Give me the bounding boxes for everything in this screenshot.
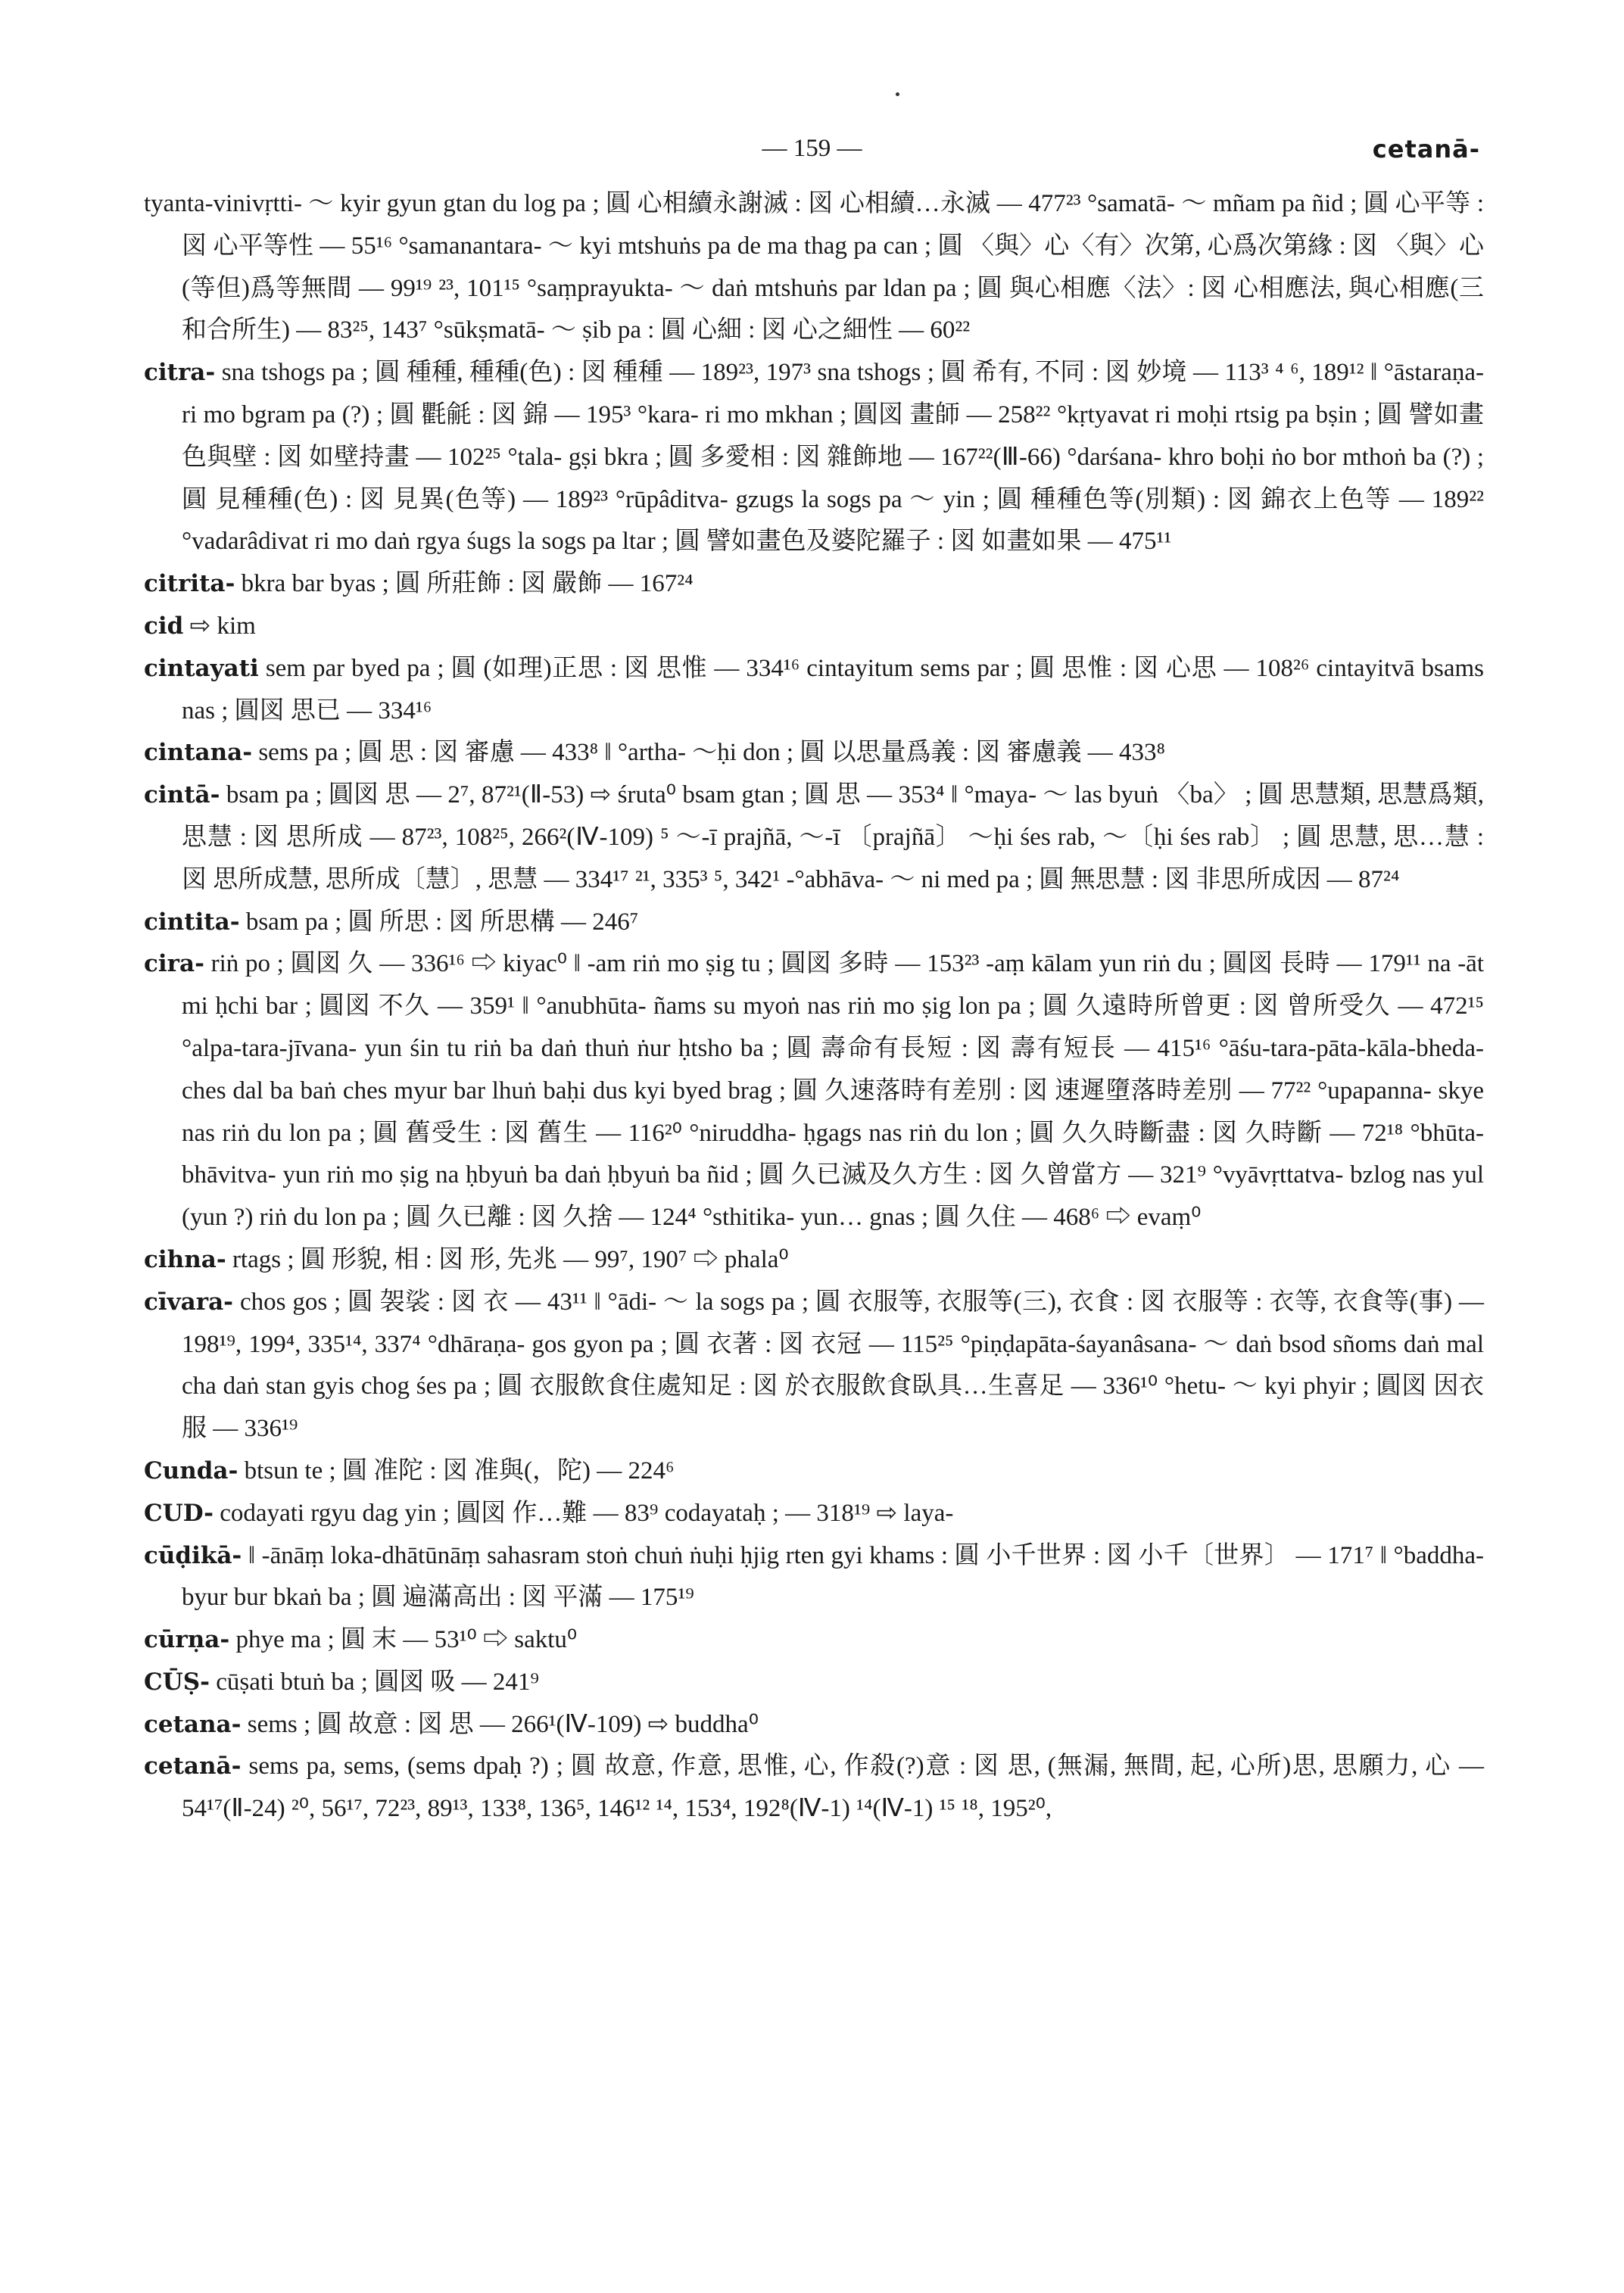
dictionary-entry [144,1619,1484,1662]
entry-lemma: cintita- [144,908,240,936]
dictionary-entry [144,1239,1484,1282]
entry-body: sna tshogs pa ; 圓 種種, 種種(色) : 図 種種 — 189²³, 197³ sna tshogs ; 圓 希有, 不同 : 図 妙境 — 113³ ⁴ ⁶, 189¹² ‖ °āstaraṇa- ri mo bgram pa (?) ; 圓 氍毹 : 図 錦 — 195³ °kara- ri mo mkhan ; 圓図 畫師 — 258²² °kṛtyavat ri moḥi rtsig pa bṣin ; 圓 譬如畫色與壁 : 図 如壁持畫 — 102²⁵ °tala- gṣi bkra ; 圓 多愛相 : 図 雜飾地 — 167²²(Ⅲ-66) °darśana- khro boḥi ṅo bor mthoṅ ba (?) ; 圓 見種種(色) : 図 見異(色等) — 189²³ °rūpâditva- gzugs la sogs pa ～ yin ; 圓 種種色等(別類) : 図 錦衣上色等 — 189²² °vadarâdivat ri mo daṅ rgya śugs la sogs pa ltar ; 圓 譬如畫色及婆陀羅子 : 図 如畫如果 — 475¹¹ [182,359,1485,556]
dictionary-entry [144,352,1484,563]
dictionary-entry [144,1704,1484,1746]
entry-lemma: cihna- [144,1245,226,1273]
dictionary-entry [144,1493,1484,1535]
running-head: cetanā- [1372,135,1480,164]
page-header [0,135,1624,180]
dictionary-entry [144,183,1484,352]
entry-lemma: cira- [144,950,204,978]
dictionary-entry [144,1282,1484,1450]
entry-lemma: cūrṇa- [144,1626,230,1654]
entry-body: sems ; 圓 故意 : 図 思 — 266¹(Ⅳ-109) ⇨ buddha⁰ [247,1710,759,1738]
entry-lemma: cintā- [144,781,220,809]
entry-body: ‖ -ānāṃ loka-dhātūnāṃ sahasram stoṅ chuṅ ṅuḥi ḥjig rten gyi khams : 圓 小千世界 : 図 小千〔世界〕 — 171⁷ ‖ °baddha- byur bur bkaṅ ba ; 圓 遍滿高出 : 図 平滿 — 175¹⁹ [182,1541,1484,1612]
entry-body: codayati rgyu dag yin ; 圓図 作…難 — 83⁹ codayataḥ ; — 318¹⁹ ⇨ laya- [220,1499,954,1527]
entry-body: sems pa ; 圓 思 : 図 審慮 — 433⁸ ‖ °artha- ～ḥi don ; 圓 以思量爲義 : 図 審慮義 — 433⁸ [258,739,1165,767]
entry-lemma: CUD- [144,1499,214,1527]
entry-body: phye ma ; 圓 末 — 53¹⁰ ⇨ saktu⁰ [235,1626,578,1654]
dictionary-entry [144,1662,1484,1704]
dictionary-entries [144,183,1484,1830]
dictionary-entry [144,1535,1484,1620]
entry-lemma: cūḍikā- [144,1541,242,1569]
dictionary-entry [144,774,1484,901]
dictionary-entry [144,1746,1484,1830]
entry-body: tyanta-vinivṛtti- ～ kyir gyun gtan du log pa ; 圓 心相續永謝滅 : 図 心相續…永滅 — 477²³ °samatā- ～ mñam pa ñid ; 圓 心平等 : 図 心平等性 — 55¹⁶ °samanantara- ～ kyi mtshuṅs pa de ma thag pa can ; 圓 〈與〉心〈有〉次第, 心爲次第緣 : 図 〈與〉心(等但)爲等無間 — 99¹⁹ ²³, 101¹⁵ °saṃprayukta- ～ daṅ mtshuṅs par ldan pa ; 圓 與心相應〈法〉: 図 心相應法, 與心相應(三和合所生) — 83²⁵, 143⁷ °sūkṣmatā- ～ ṣib pa : 圓 心細 : 図 心之細性 — 60²² [144,190,1484,344]
dictionary-entry [144,606,1484,648]
entry-lemma: citrita- [144,570,235,598]
entry-lemma: Cunda- [144,1456,238,1485]
speck-mark [896,92,899,96]
entry-body: sems pa, sems, (sems dpaḥ ?) ; 圓 故意, 作意, 思惟, 心, 作殺(?)意 : 図 思, (無漏, 無間, 起, 心所)思, 思願力, 心 — 54¹⁷(Ⅱ-24) ²⁰, 56¹⁷, 72²³, 89¹³, 133⁸, 136⁵, 146¹² ¹⁴, 153⁴, 192⁸(Ⅳ-1) ¹⁴(Ⅳ-1) ¹⁵ ¹⁸, 195²⁰, [182,1752,1484,1823]
dictionary-entry [144,943,1484,1239]
dictionary-entry [144,902,1484,944]
page-number: — 159 — [762,135,862,162]
entry-lemma: cetana- [144,1710,242,1738]
entry-lemma: cintana- [144,739,253,767]
entry-body: ⇨ kim [189,612,256,640]
entry-lemma: cid [144,612,184,640]
entry-body: bsam pa ; 圓図 思 — 2⁷, 87²¹(Ⅱ-53) ⇨ śruta⁰ bsam gtan ; 圓 思 — 353⁴ ‖ °maya- ～ las byuṅ 〈ba〉 ; 圓 思慧類, 思慧爲類, 思慧 : 図 思所成 — 87²³, 108²⁵, 266²(Ⅳ-109) ⁵ ～-ī prajñā, ～-ī 〔prajñā〕 ～ḥi śes rab, ～〔ḥi śes rab〕 ; 圓 思慧, 思…慧 : 図 思所成慧, 思所成〔慧〕, 思慧 — 334¹⁷ ²¹, 335³ ⁵, 342¹ -°abhāva- ～ ni med pa ; 圓 無思慧 : 図 非思所成因 — 87²⁴ [182,781,1484,893]
entry-body: bkra bar byas ; 圓 所莊飾 : 図 嚴飾 — 167²⁴ [241,570,694,598]
entry-body: bsam pa ; 圓 所思 : 図 所思構 — 246⁷ [245,908,639,936]
entry-body: riṅ po ; 圓図 久 — 336¹⁶ ⇨ kiyac⁰ ‖ -am riṅ mo ṣig tu ; 圓図 多時 — 153²³ -aṃ kālam yun riṅ du ; 圓図 長時 — 179¹¹ na -āt mi ḥchi bar ; 圓図 不久 — 359¹ ‖ °anubhūta- ñams su myoṅ nas riṅ mo ṣig lon pa ; 圓 久遠時所曾更 : 図 曾所受久 — 472¹⁵ °alpa-tara-jīvana- yun śin tu riṅ ba daṅ thuṅ ṅur ḥtsho ba ; 圓 壽命有長短 : 図 壽有短長 — 415¹⁶ °āśu-tara-pāta-kāla-bheda- ches dal ba baṅ ches myur bar lhuṅ baḥi dus kyi byed brag ; 圓 久速落時有差別 : 図 速遲墮落時差別 — 77²² °upapanna- skye nas riṅ du lon pa ; 圓 舊受生 : 図 舊生 — 116²⁰ °niruddha- ḥgags nas riṅ du lon ; 圓 久久時斷盡 : 図 久時斷 — 72¹⁸ °bhūta-bhāvitva- yun riṅ mo ṣig na ḥbyuṅ ba daṅ ḥbyuṅ ba ñid ; 圓 久已滅及久方生 : 図 久曾當方 — 321⁹ °vyāvṛttatva- bzlog nas yul (yun ?) riṅ du lon pa ; 圓 久已離 : 図 久捨 — 124⁴ °sthitika- yun… gnas ; 圓 久住 — 468⁶ ⇨ evaṃ⁰ [182,950,1485,1232]
dictionary-entry [144,648,1484,733]
entry-body: rtags ; 圓 形貌, 相 : 図 形, 先兆 — 99⁷, 190⁷ ⇨ phala⁰ [232,1245,789,1273]
entry-lemma: cetanā- [144,1752,242,1781]
entry-lemma: citra- [144,359,216,387]
dictionary-entry [144,1450,1484,1493]
entry-lemma: cīvara- [144,1288,234,1316]
entry-body: cūṣati btuṅ ba ; 圓図 吸 — 241⁹ [216,1668,539,1696]
entry-body: chos gos ; 圓 袈裟 : 図 衣 — 43¹¹ ‖ °ādi- ～ la sogs pa ; 圓 衣服等, 衣服等(三), 衣食 : 図 衣服等 : 衣等, 衣食等(事) — 198¹⁹, 199⁴, 335¹⁴, 337⁴ °dhāraṇa- gos gyon pa ; 圓 衣著 : 図 衣冠 — 115²⁵ °piṇḍapāta-śayanâsana- ～ daṅ bsod sñoms daṅ mal cha daṅ stan gyis chog śes pa ; 圓 衣服飲食住處知足 : 図 於衣服飲食臥具…生喜足 — 336¹⁰ °hetu- ～ kyi phyir ; 圓図 因衣服 — 336¹⁹ [182,1288,1484,1443]
entry-lemma: CŪṢ- [144,1668,210,1696]
dictionary-entry [144,563,1484,606]
entry-lemma: cintayati [144,654,259,682]
dictionary-entry [144,732,1484,774]
entry-body: sem par byed pa ; 圓 (如理)正思 : 図 思惟 — 334¹⁶ cintayitum sems par ; 圓 思惟 : 図 心思 — 108²⁶ cintayitvā bsams nas ; 圓図 思已 — 334¹⁶ [182,654,1484,724]
entry-body: btsun te ; 圓 准陀 : 図 准與(，陀) — 224⁶ [244,1456,675,1485]
